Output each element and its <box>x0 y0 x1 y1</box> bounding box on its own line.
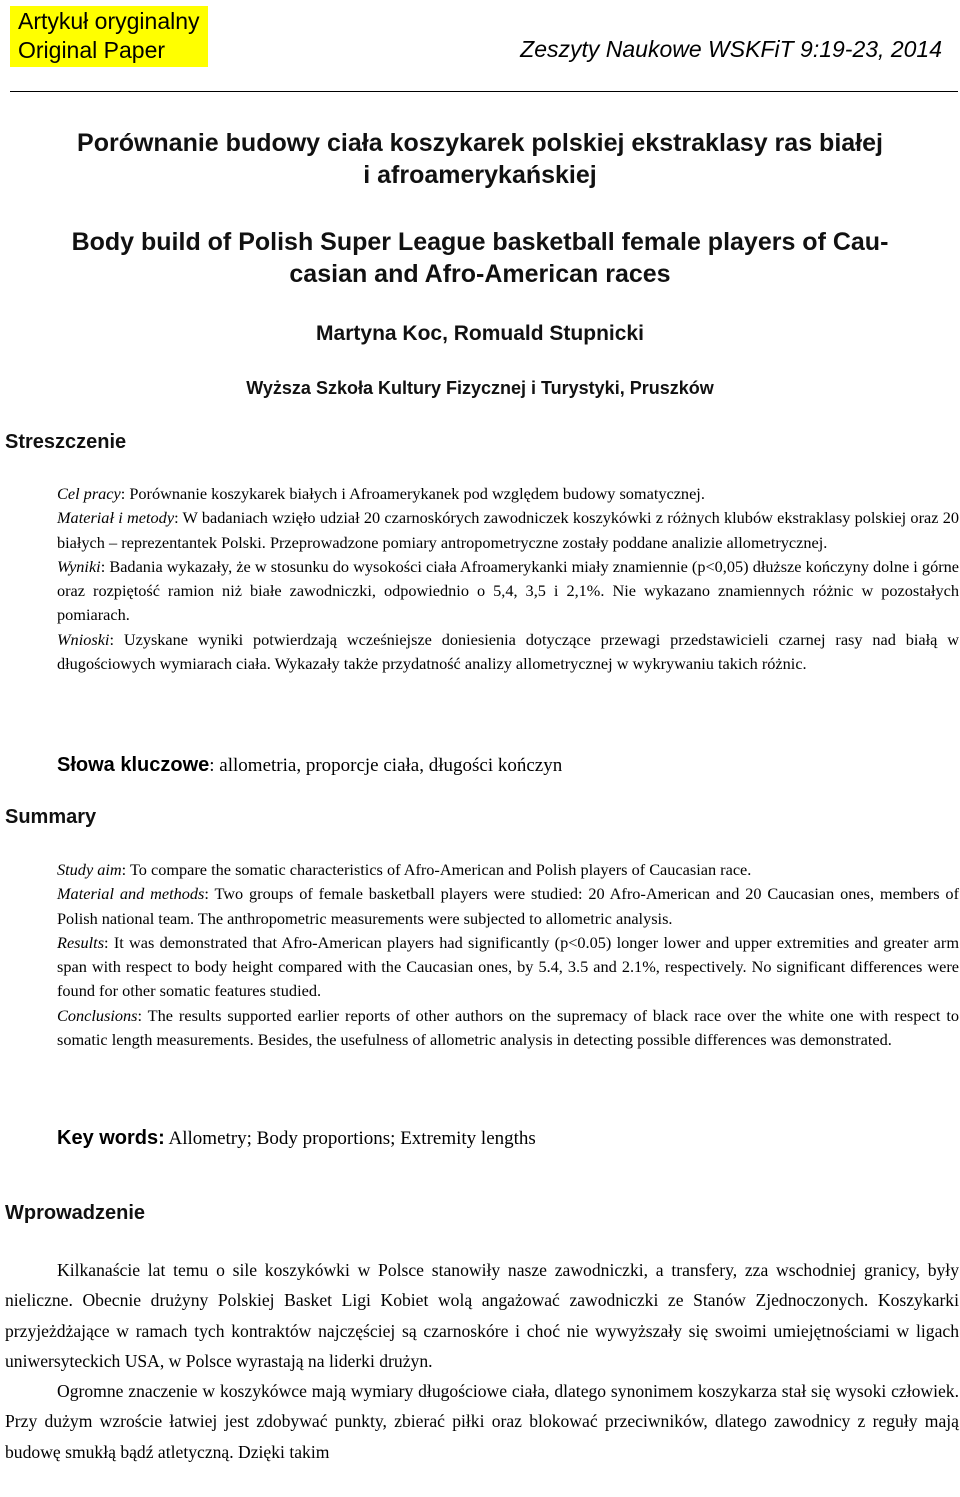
title-polish-line2: i afroamerykańskiej <box>363 161 597 189</box>
article-type-label <box>10 6 208 67</box>
journal-citation: Zeszyty Naukowe WSKFiT 9:19-23, 2014 <box>520 36 942 62</box>
title-polish-line1: Porównanie budowy ciała koszykarek polskiej ekstraklasy ras białej <box>77 129 883 157</box>
abstract-english <box>57 858 959 1052</box>
title-english-line2: casian and Afro-American races <box>289 260 671 288</box>
abstract-polish <box>57 482 959 676</box>
keywords-pl-label: Słowa kluczowe <box>57 754 210 776</box>
section-heading-streszczenie: Streszczenie <box>5 431 127 453</box>
authors: Martyna Koc, Romuald Stupnicki <box>316 322 644 345</box>
header-divider <box>10 91 958 92</box>
abstract-en-methods: Material and methods: Two groups of female basketball players were studied: 20 Afro-American and 20 Caucasian ones, members of Polish national team. The anthropometric measurements were subjected to allometric analysis. <box>57 884 959 928</box>
abstract-pl-aim: Cel pracy: Porównanie koszykarek białych i Afroamerykanek pod względem budowy somatycznej. <box>57 484 705 503</box>
abstract-pl-results: Wyniki: Badania wykazały, że w stosunku do wysokości ciała Afroamerykanki miały znamiennie (p<0,05) dłuższe kończyny dolne i górne oraz rozpiętość ramion niż białe zawodniczki, odpowiednio o 5,4, 3,5 i 2,1%. Nie wykazano znamiennych różnic w pozostałych pomiarach. <box>57 556 959 625</box>
keywords-en-text: Allometry; Body proportions; Extremity lengths <box>164 1128 536 1149</box>
abstract-pl-methods: Materiał i metody: W badaniach wzięło udział 20 czarnoskórych zawodniczek koszykówki z różnych klubów ekstraklasy polskiej oraz 20 białych – reprezentantek Polski. Przeprowadzone pomiary antropometryczne zostały poddane analizie allometrycznej. <box>57 508 959 552</box>
abstract-en-aim: Study aim: To compare the somatic characteristics of Afro-American and Polish players of Caucasian race. <box>57 860 752 879</box>
affiliation: Wyższa Szkoła Kultury Fizycznej i Turystyki, Pruszków <box>246 378 714 398</box>
abstract-en-results: Results: It was demonstrated that Afro-American players had significantly (p<0.05) longer lower and upper extremities and greater arm span with respect to body height compared with the Caucasian ones, by 5.4, 3.5 and 2.1%, respectively. No significant differences were found for other somatic features studied. <box>57 932 959 1001</box>
keywords-polish <box>57 754 562 777</box>
section-heading-summary: Summary <box>5 806 97 828</box>
article-type-en: Original Paper <box>18 37 166 63</box>
title-english <box>0 226 960 290</box>
intro-paragraph-2: Ogromne znaczenie w koszykówce mają wymiary długościowe ciała, dlatego synonimem koszykarza stał się wysoki człowiek. Przy dużym wzroście łatwiej jest zdobywać punkty, zbierać piłki oraz blokować przeciwników, dlatego zawodnicy z reguły mają budowę smukłą bądź atletyczną. Dzięki takim <box>5 1381 959 1462</box>
keywords-en-label: Key words: <box>57 1127 165 1149</box>
abstract-en-conclusions: Conclusions: The results supported earlier reports of other authors on the supremacy of black race over the white one with respect to somatic length measurements. Besides, the usefulness of allometric analysis in detecting possible differences was demonstrated. <box>57 1005 959 1050</box>
article-type-pl: Artykuł oryginalny <box>18 8 200 34</box>
keywords-english <box>57 1127 536 1150</box>
introduction-body <box>5 1255 959 1467</box>
abstract-pl-conclusions: Wnioski: Uzyskane wyniki potwierdzają wcześniejsze doniesienia dotyczące przewagi przedstawicieli czarnej rasy nad białą w długościowych wymiarach ciała. Wykazały także przydatność analizy allometrycznej w wykrywaniu takich różnic. <box>57 629 959 674</box>
intro-paragraph-1: Kilkanaście lat temu o sile koszykówki w Polsce stanowiły nasze zawodniczki, a transfery, zza wschodniej granicy, były nieliczne. Obecnie drużyny Polskiej Basket Ligi Kobiet wolą angażować zawodniczki ze Stanów Zjednoczonych. Koszykarki przyjeżdżające w ramach tych kontraktów najczęściej są czarnoskóre i choć nie wywyższały się swoimi umiejętnościami w ligach uniwersyteckich USA, w Polsce wyrastają na liderki drużyn. <box>5 1260 959 1371</box>
section-heading-wprowadzenie: Wprowadzenie <box>5 1202 146 1224</box>
keywords-pl-text: : allometria, proporcje ciała, długości kończyn <box>209 755 563 776</box>
title-english-line1: Body build of Polish Super League basketball female players of Cau- <box>71 228 889 256</box>
title-polish <box>0 127 960 191</box>
